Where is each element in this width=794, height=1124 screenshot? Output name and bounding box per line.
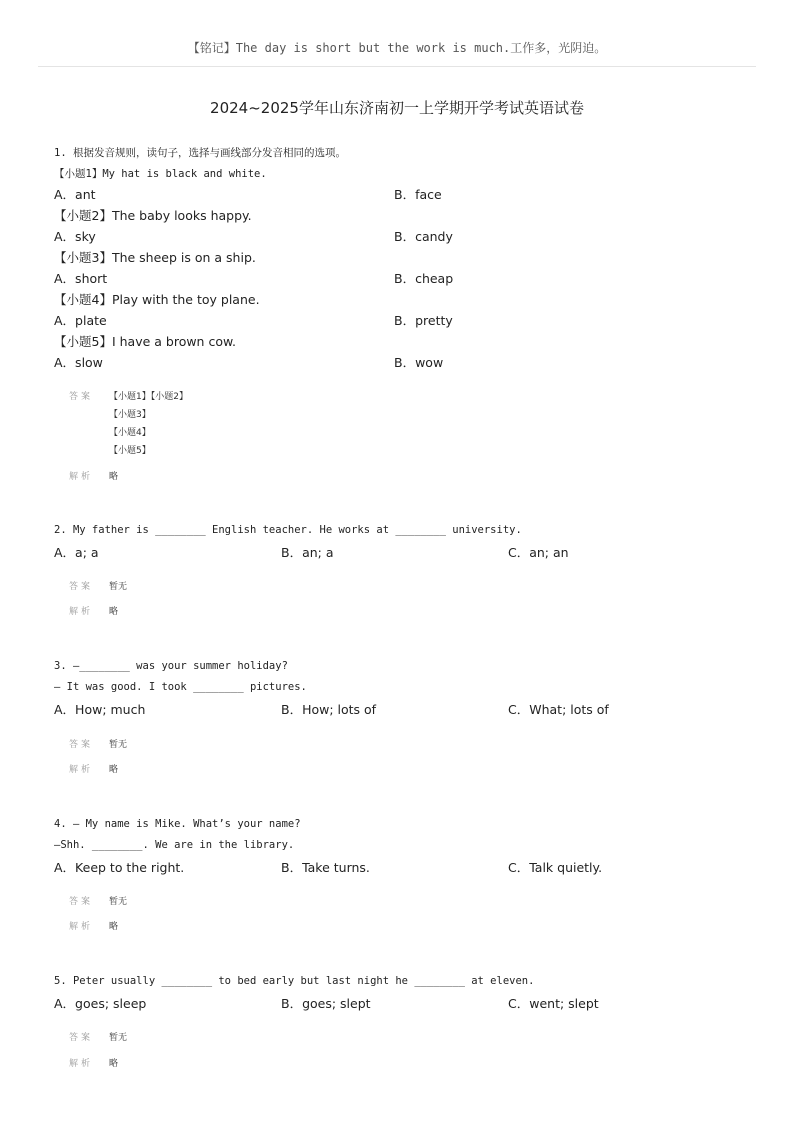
- header-divider: [38, 66, 756, 67]
- analysis-label: 解析: [69, 1059, 94, 1069]
- option-a[interactable]: A．a; a: [54, 545, 99, 560]
- option-b[interactable]: B．candy: [394, 229, 453, 244]
- answer-text: 暂无: [109, 582, 128, 592]
- option-b[interactable]: B．cheap: [394, 271, 454, 286]
- answer-text: 暂无: [109, 897, 128, 907]
- option-a[interactable]: A．slow: [54, 355, 103, 370]
- option-a[interactable]: A．Keep to the right.: [54, 860, 185, 875]
- option-a[interactable]: A．ant: [54, 187, 96, 202]
- page-title: 2024~2025学年山东济南初一上学期开学考试英语试卷: [210, 99, 584, 117]
- option-a[interactable]: A．sky: [54, 229, 96, 244]
- answer-line: 【小题1】【小题2】: [109, 392, 188, 402]
- option-c[interactable]: C．an; an: [508, 545, 569, 560]
- question-stem: — It was good. I took ________ pictures.: [54, 681, 307, 693]
- question-stem: 5. Peter usually ________ to bed early but last night he ________ at eleven.: [54, 975, 535, 987]
- answer-label: 答案: [69, 740, 94, 750]
- answer-label: 答案: [69, 1033, 94, 1043]
- option-b[interactable]: B．face: [394, 187, 442, 202]
- analysis-text: 略: [109, 1059, 119, 1069]
- subquestion-stem: 【小题2】The baby looks happy.: [54, 208, 252, 223]
- question-stem: 1. 根据发音规则，读句子，选择与画线部分发音相同的选项。: [54, 147, 346, 159]
- analysis-label: 解析: [69, 472, 94, 482]
- option-a[interactable]: A．goes; sleep: [54, 996, 147, 1011]
- analysis-text: 略: [109, 922, 119, 932]
- answer-text: 暂无: [109, 1033, 128, 1043]
- answer-label: 答案: [69, 582, 94, 592]
- option-b[interactable]: B．pretty: [394, 313, 453, 328]
- analysis-label: 解析: [69, 607, 94, 617]
- option-a[interactable]: A．How; much: [54, 702, 146, 717]
- answer-label: 答案: [69, 897, 94, 907]
- option-b[interactable]: B．wow: [394, 355, 444, 370]
- analysis-label: 解析: [69, 922, 94, 932]
- analysis-text: 略: [109, 472, 119, 482]
- subquestion-stem: 【小题4】Play with the toy plane.: [54, 292, 260, 307]
- analysis-label: 解析: [69, 765, 94, 775]
- question-stem: 2. My father is ________ English teacher. He works at ________ university.: [54, 524, 522, 536]
- option-a[interactable]: A．short: [54, 271, 108, 286]
- header-motto: 【铭记】The day is short but the work is much.工作多，光阴迫。: [187, 41, 607, 55]
- option-b[interactable]: B．an; a: [281, 545, 334, 560]
- answer-line: 【小题5】: [109, 446, 151, 456]
- question-stem: —Shh. ________. We are in the library.: [54, 839, 295, 851]
- subquestion-stem: 【小题3】The sheep is on a ship.: [54, 250, 256, 265]
- option-c[interactable]: C．Talk quietly.: [508, 860, 603, 875]
- subquestion-stem: 【小题1】My hat is black and white.: [54, 168, 267, 180]
- analysis-text: 略: [109, 765, 119, 775]
- subquestion-stem: 【小题5】I have a brown cow.: [54, 334, 237, 349]
- answer-line: 【小题4】: [109, 428, 151, 438]
- option-b[interactable]: B．How; lots of: [281, 702, 377, 717]
- option-b[interactable]: B．Take turns.: [281, 860, 370, 875]
- question-stem: 4. — My name is Mike. What’s your name?: [54, 818, 301, 830]
- option-b[interactable]: B．goes; slept: [281, 996, 371, 1011]
- option-c[interactable]: C．went; slept: [508, 996, 599, 1011]
- answer-line: 【小题3】: [109, 410, 151, 420]
- option-c[interactable]: C．What; lots of: [508, 702, 609, 717]
- option-a[interactable]: A．plate: [54, 313, 107, 328]
- answer-text: 暂无: [109, 740, 128, 750]
- analysis-text: 略: [109, 607, 119, 617]
- question-stem: 3. —________ was your summer holiday?: [54, 660, 288, 672]
- answer-label: 答案: [69, 392, 94, 402]
